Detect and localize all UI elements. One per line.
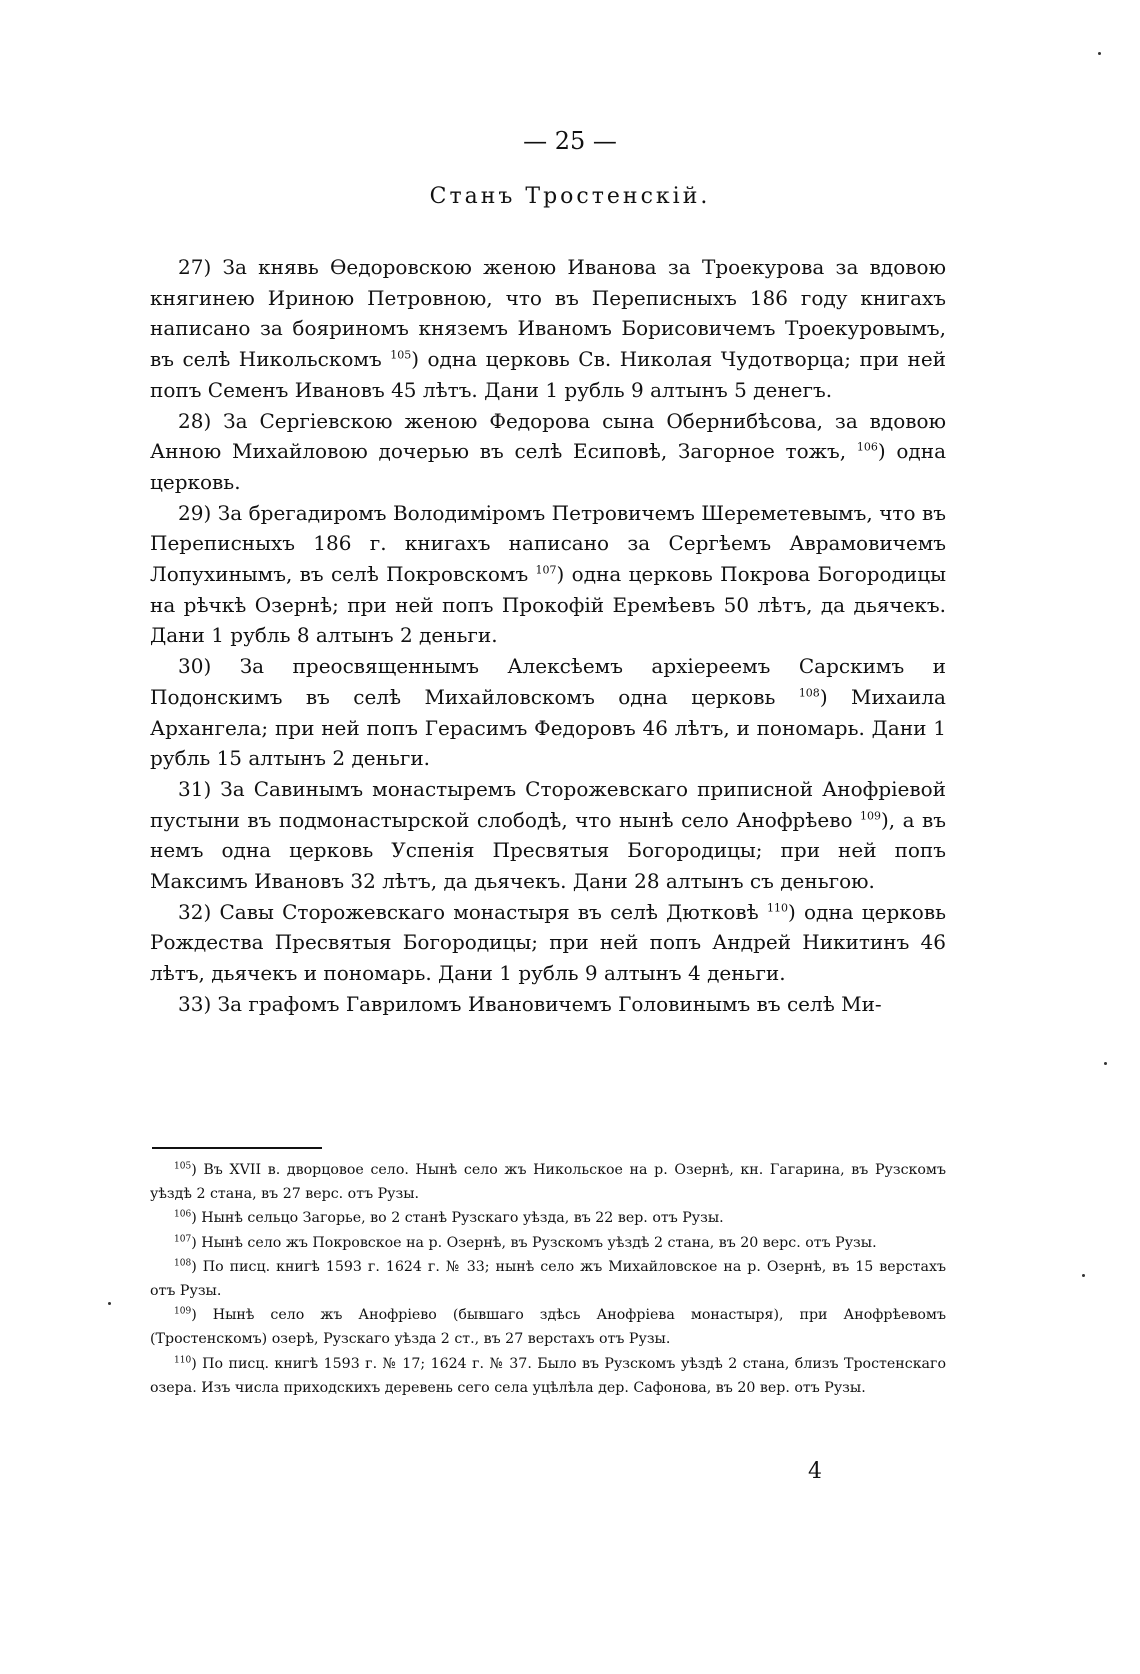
footnote-number: 109 (174, 1306, 192, 1317)
scan-speck (108, 1302, 111, 1305)
paragraph-text: 33) За графомъ Гавриломъ Ивановичемъ Головинымъ въ селѣ Ми- (178, 991, 882, 1016)
main-text (150, 252, 946, 1020)
footnote-number: 110 (174, 1354, 192, 1365)
paragraph-30 (150, 651, 946, 774)
paragraph-33 (150, 989, 946, 1020)
paragraph-text: ), а въ немъ одна церковь Успенія Пресвятыя Богородицы; при ней попъ Максимъ Ивановъ 32 лѣтъ, да дьячекъ. Дани 28 алтынъ съ деньгою. (150, 807, 946, 894)
footnote-number: 106 (174, 1209, 192, 1220)
footnote-text: ) По писц. книгѣ 1593 г. № 17; 1624 г. № 37. Было въ Рузскомъ уѣздѣ 2 стана, близъ Тростенскаго озера. Изъ числа приходскихъ деревень сего села уцѣлѣла дер. Сафонова, въ 20 вер. отъ Рузы. (150, 1355, 946, 1396)
footnote-110 (150, 1352, 946, 1400)
footnote-ref: 106 (856, 440, 878, 454)
footnote-number: 108 (174, 1258, 192, 1269)
footnote-text: ) Нынѣ село жъ Покровское на р. Озернѣ, въ Рузскомъ уѣздѣ 2 стана, въ 20 верс. отъ Рузы. (191, 1234, 877, 1251)
page-number-header: — 25 — (523, 127, 617, 155)
paragraph-28 (150, 406, 946, 498)
paragraph-text: ) одна церковь. (150, 439, 946, 494)
footnote-107 (150, 1231, 946, 1255)
footnote-106 (150, 1206, 946, 1230)
paragraph-text: 30) За преосвященнымъ Алексѣемъ архіереемъ Сарскимъ и Подонскимъ въ селѣ Михайловскомъ одна церковь (150, 654, 946, 709)
footnotes (150, 1158, 946, 1400)
footnote-number: 107 (174, 1233, 192, 1244)
footnote-109 (150, 1303, 946, 1351)
footnote-text: ) По писц. книгѣ 1593 г. 1624 г. № 33; нынѣ село жъ Михайловское на р. Озернѣ, въ 15 верстахъ отъ Рузы. (150, 1258, 946, 1300)
paragraph-text: ) Михаила Архангела; при ней попъ Герасимъ Федоровъ 46 лѣтъ, и пономарь. Дани 1 рубль 15 алтынъ 2 деньги. (150, 684, 946, 771)
footnote-divider (152, 1147, 322, 1149)
paragraph-27 (150, 252, 946, 406)
footnote-text: ) Нынѣ село жъ Анофріево (бывшаго здѣсь Анофріева монастыря), при Анофрѣевомъ (Тростенскомъ) озерѣ, Рузскаго уѣзда 2 ст., въ 27 верстахъ отъ Рузы. (150, 1307, 946, 1348)
footnote-105 (150, 1158, 946, 1206)
footnote-108 (150, 1255, 946, 1303)
footnote-text: ) Нынѣ сельцо Загорье, во 2 станѣ Рузскаго уѣзда, въ 22 вер. отъ Рузы. (191, 1210, 724, 1227)
signature-mark: 4 (808, 1459, 822, 1484)
paragraph-text: ) одна церковь Рождества Пресвятыя Богородицы; при ней попъ Андрей Никитинъ 46 лѣтъ, дьячекъ и пономарь. Дани 1 рубль 9 алтынъ 4 деньги. (150, 899, 946, 986)
section-title: Станъ Тростенскій. (429, 184, 711, 209)
footnote-ref: 107 (535, 563, 557, 577)
scan-speck (1098, 52, 1101, 55)
footnote-ref: 110 (766, 901, 788, 915)
paragraph-31 (150, 774, 946, 897)
footnote-text: ) Въ XVII в. дворцовое село. Нынѣ село жъ Никольское на р. Озернѣ, кн. Гагарина, въ Рузскомъ уѣздѣ 2 стана, въ 27 верс. отъ Рузы. (150, 1162, 946, 1203)
paragraph-text: 27) За княвь Өедоровскою женою Иванова за Троекурова за вдовою княгинею Ириною Петровною, что въ Переписныхъ 186 году книгахъ написано за бояриномъ княземъ Иваномъ Борисовичемъ Троекуровымъ, въ селѣ Никольскомъ (150, 255, 946, 372)
footnote-ref: 108 (798, 686, 820, 700)
paragraph-text: ) одна церковь Покрова Богородицы на рѣчкѣ Озернѣ; при ней попъ Прокофій Еремѣевъ 50 лѣтъ, да дьячекъ. Дани 1 рубль 8 алтынъ 2 деньги. (150, 562, 946, 648)
paragraph-32 (150, 897, 946, 989)
footnote-ref: 105 (390, 348, 412, 362)
scan-speck (1082, 1274, 1085, 1277)
footnote-number: 105 (174, 1161, 192, 1172)
footnote-ref: 109 (859, 809, 881, 822)
paragraph-text: 32) Савы Сторожевскаго монастыря въ селѣ Дютковѣ (178, 899, 767, 924)
paragraph-text: 31) За Савинымъ монастыремъ Сторожевскаго приписной Анофріевой пустыни въ подмонастырской слободѣ, что нынѣ село Анофрѣево (150, 776, 946, 832)
paragraph-text: 29) За брегадиромъ Володиміромъ Петровичемъ Шереметевымъ, что въ Переписныхъ 186 г. книгахъ написано за Сергѣемъ Аврамовичемъ Лопухинымъ, въ селѣ Покровскомъ (150, 500, 946, 587)
paragraph-text: 28) За Сергіевскою женою Федорова сына Обернибѣсова, за вдовою Анною Михайловою дочерью въ селѣ Есиповѣ, Загорное тожъ, (150, 408, 946, 464)
scan-speck (1104, 1062, 1107, 1065)
paragraph-29 (150, 498, 946, 652)
paragraph-text: ) одна церковь Св. Николая Чудотворца; при ней попъ Семенъ Ивановъ 45 лѣтъ. Дани 1 рубль 9 алтынъ 5 денегъ. (150, 347, 946, 402)
